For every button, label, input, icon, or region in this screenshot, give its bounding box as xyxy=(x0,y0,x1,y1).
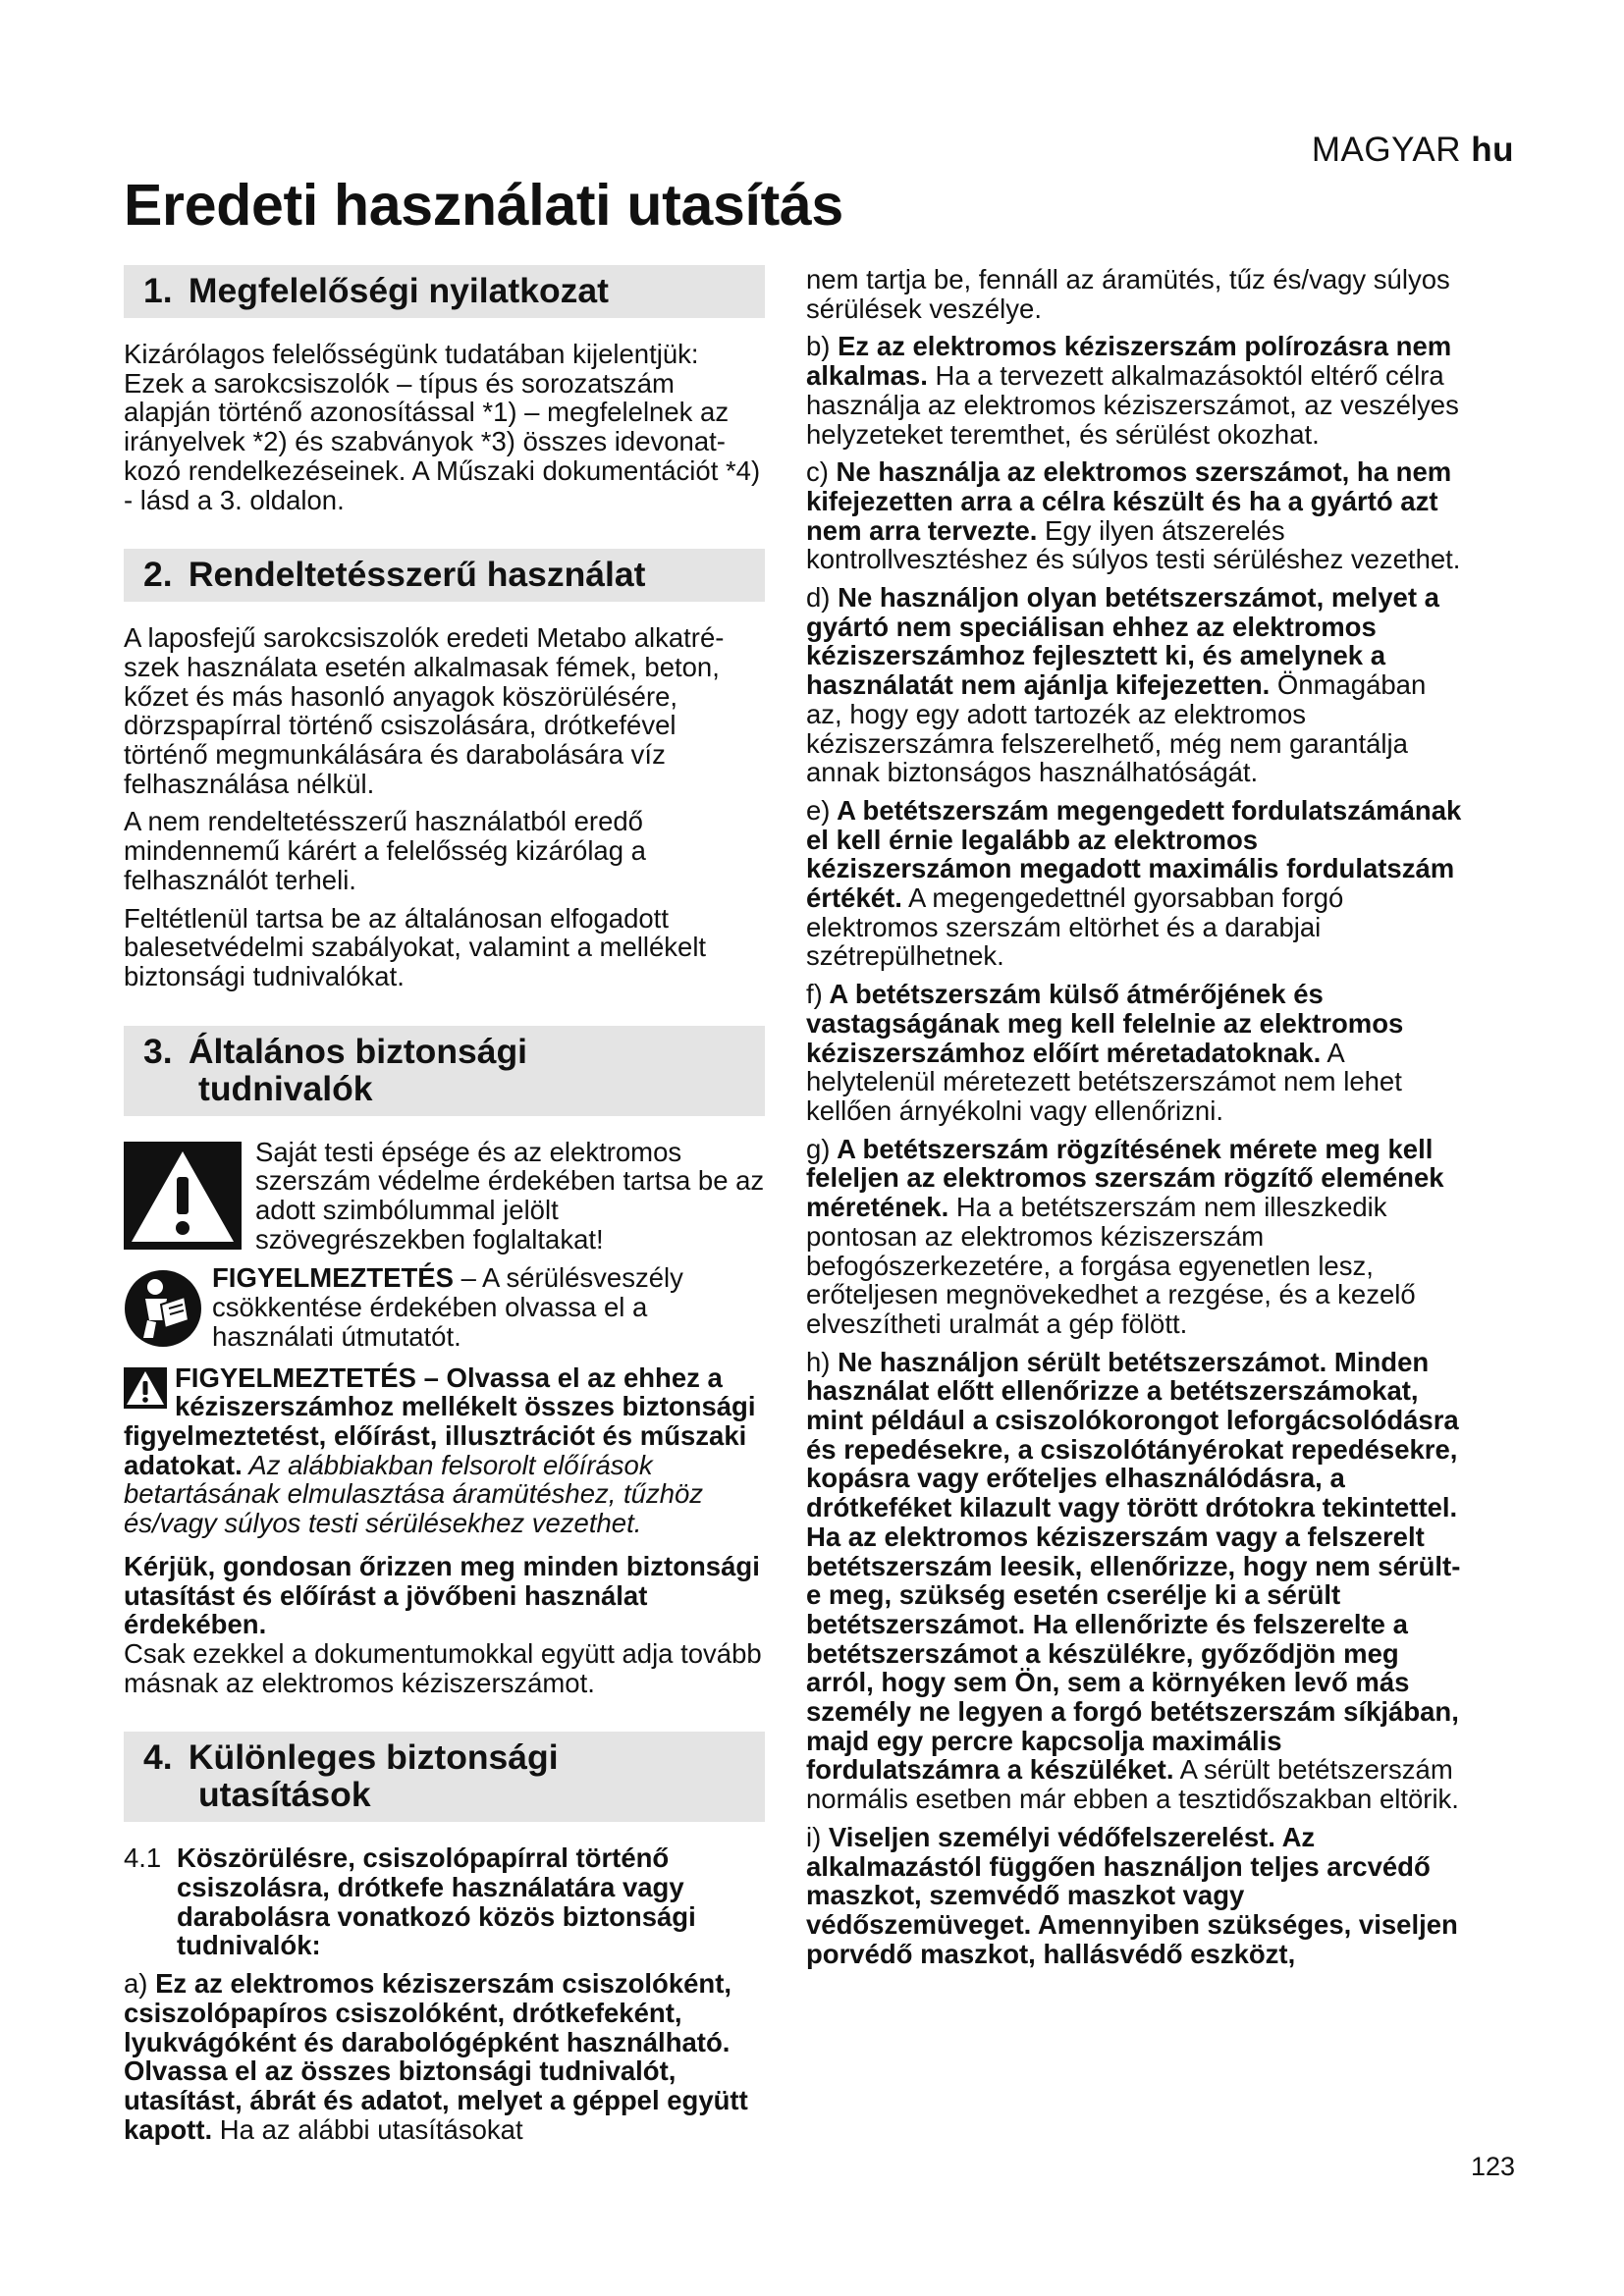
liability-text: A nem rendeltetésszerű használatból eredő mindennemű kárért a felelősség kizárólag a felhasználót terheli. xyxy=(124,806,646,895)
read-manual-icon xyxy=(124,1269,202,1348)
general-warning: FIGYELMEZTETÉS – Olvassa el az ehhez a kéziszerszámhoz mellékelt összes biztonsági figyelmeztetést, előírást, illusztrációt és műszaki adatokat. Az alábbiakban felsorolt előírások betartásának elmulasztása áramütéshez, tűzhöz és/vagy súlyos testi sérülésekhez vezethet. xyxy=(124,1362,756,1539)
left-column xyxy=(124,265,765,2153)
instruction-i: i) Viseljen személyi védőfelszerelést. Az alkalmazástól függően használjon teljes arcvédő maszkot, szemvédő maszkot vagy védőszemüveget. Amennyiben szükséges, viseljen porvédő maszkot, hallásvédő eszközt, xyxy=(806,1821,1458,1969)
section-3-heading: 3. Általános biztonsági tudnivalók xyxy=(124,1026,765,1116)
warning-triangle-icon xyxy=(124,1367,167,1409)
instruction-b: b) Ez az elektromos kéziszerszám polírozásra nem alkalmas. Ha a tervezett alkalmazásoktól eltérő célra használja az elektromos kéziszerszámot, az veszélyes helyzeteket teremthet, és sérülést okozhat. xyxy=(806,331,1459,450)
instruction-e: e) A betétszerszám megengedett fordulatszámának el kell érnie legalább az elektromos kéziszerszámon megadott maximális fordulatszám értékét. A megengedettnél gyorsabban forgó elektromos szerszám eltörhet és a darabjai szétrepülhetnek. xyxy=(806,794,1462,972)
subsection-4-1-heading: 4.1 Köszörülésre, csiszolópapírral történő csiszolásra, drótkefe használatára vagy darabolásra vonatkozó közös biztonsági tudnivalók: xyxy=(124,1842,696,1961)
section-1-heading: 1. Megfelelőségi nyilatkozat xyxy=(124,265,765,318)
keep-instructions-bold: Kérjük, gondosan őrizzen meg minden biztonsági utasítást és előírást a jövőbeni használat érdekében. xyxy=(124,1550,760,1640)
instruction-g: g) A betétszerszám rögzítésének mérete meg kell feleljen az elektromos szerszám rögzítő elemének méretének. Ha a betétszerszám nem illeszkedik pontosan az elektromos kéziszerszám befogószerkezetére, a forgása egyenetlen lesz, erőteljesen megnövekedhet a rezgése, és a kezelő elveszítheti uralmát a gép fölött. xyxy=(806,1133,1444,1339)
declaration-text: Kizárólagos felelősségünk tudatában kijelentjük: Ezek a sarokcsiszolók – típus és sorozatszám alapján történő azonosítással *1) – megfelelnek az irányelvek *2) és szabványok *3) összes idevonat-kozó rendelkezéseinek. A Műszaki dokumentációt *4) - lásd a 3. oldalon. xyxy=(124,339,761,515)
warning-triangle-icon xyxy=(124,1142,242,1250)
read-manual-notice xyxy=(124,1263,765,1351)
page-title: Eredeti használati utasítás xyxy=(124,173,843,238)
intended-use-text: A laposfejű sarokcsiszolók eredeti Metabo alkatré-szek használata esetén alkalmasak fémek, beton, kőzet és más hasonló anyagok köszörülésére, dörzspapírral történő csiszolására, drótkefével történő megmunkálására és darabolására víz felhasználása nélkül. xyxy=(124,622,725,799)
instruction-a-continued: nem tartja be, fennáll az áramütés, tűz és/vagy súlyos sérülések veszélye. xyxy=(806,264,1450,324)
symbol-notice-text: Saját testi épsége és az elektromos szerszám védelme érdekében tartsa be az adott szimbólummal jelölt szövegrészekben foglaltakat! xyxy=(255,1136,765,1255)
instruction-f: f) A betétszerszám külső átmérőjének és vastagságának meg kell felelnie az elektromos kéziszerszámhoz előírt méretadatoknak. A helytelenül méretezett betétszerszámot nem lehet kellően árnyékolni vagy ellenőrizni. xyxy=(806,979,1404,1126)
language-name: MAGYAR xyxy=(1311,131,1461,169)
instruction-c: c) Ne használja az elektromos szerszámot, ha nem kifejezetten arra a célra készült és ha a gyártó azt nem arra tervezte. Egy ilyen átszerelés kontrollvesztéshez és súlyos testi sérüléshez vezethet. xyxy=(806,456,1461,575)
language-label xyxy=(1312,131,1514,170)
symbol-notice xyxy=(124,1138,765,1255)
instruction-d: d) Ne használjon olyan betétszerszámot, melyet a gyártó nem speciálisan ehhez az elektromos kéziszerszámhoz fejlesztett ki, és amelynek a használatát nem ajánlja kifejezetten. Önmagában az, hogy egy adott tartozék az elektromos kéziszerszámra felszerelhető, még nem garantálja annak biztonságos használhatóságát. xyxy=(806,582,1439,788)
instruction-a: a) Ez az elektromos kéziszerszám csiszolóként, csiszolópapíros csiszolóként, drótkefeként, lyukvágóként és darabológépként használható. Olvassa el az összes biztonsági tudnivalót, utasítást, ábrát és adatot, melyet a géppel együtt kapott. Ha az alábbi utasításokat xyxy=(124,1968,748,2145)
right-column xyxy=(806,265,1462,1977)
instruction-h: h) Ne használjon sérült betétszerszámot. Minden használat előtt ellenőrizze a betétszerszámokat, mint például a csiszolókorongot leforgácsolódásra és repedésekre, a csiszolótányérokat repedésekre, kopásra vagy erőteljes elhasználódásra, a drótkeféket kilazult vagy törött drótokra tekintettel. Ha az elektromos kéziszerszám vagy a felszerelt betétszerszám leesik, ellenőrizze, hogy nem sérült-e meg, szükség esetén cserélje ki a sérült betétszerszámot. Ha ellenőrizte és felszerelte a betétszerszámot a készülékre, győződjön meg arról, hogy sem Ön, sem a környéken levő más személy ne legyen a forgó betétszerszám síkjában, majd egy percre kapcsolja maximális fordulatszámra a készüléket. A sérült betétszerszám normális esetben már ebben a tesztidőszakban eltörik. xyxy=(806,1346,1461,1815)
keep-instructions-text: Csak ezekkel a dokumentumokkal együtt adja tovább másnak az elektromos kéziszerszámot. xyxy=(124,1637,762,1698)
section-4-heading: 4. Különleges biztonsági utasítások xyxy=(124,1732,765,1822)
safety-rules-text: Feltétlenül tartsa be az általánosan elfogadott balesetvédelmi szabályokat, valamint a mellékelt biztonsági tudnivalókat. xyxy=(124,902,707,991)
page-number: 123 xyxy=(1471,2152,1516,2181)
section-2-heading: 2. Rendeltetésszerű használat xyxy=(124,549,765,602)
read-manual-text: FIGYELMEZTETÉS – A sérülésveszély csökkentése érdekében olvassa el a használati útmutatót. xyxy=(212,1262,683,1352)
language-code: hu xyxy=(1471,131,1514,169)
